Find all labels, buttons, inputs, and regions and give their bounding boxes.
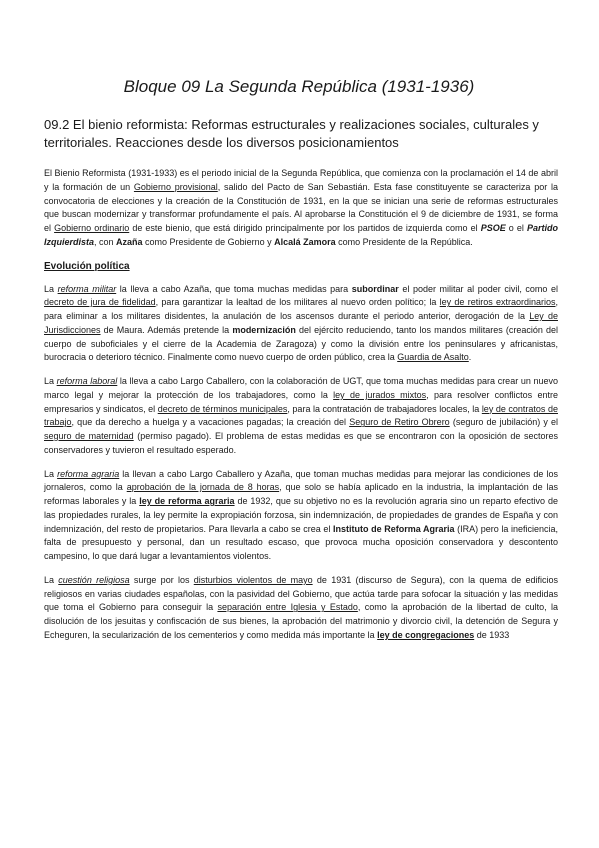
text-run: Ley de Jurisdicciones [44, 311, 558, 335]
paragraph-cuestion-religiosa: La cuestión religiosa surge por los disturbios violentos de mayo de 1931 (discurso de Segura), con la quema de edificios religiosos en varias ciudades españolas, con la pasividad del Gobierno, que actúa tarde para sofocar la situación y las medidas que toma el Gobierno para conseguir la separación entre Iglesia y Estado, como la aprobación de la libertad de culto, la disolución de los jesuitas y confiscación de sus bienes, la aprobación del matrimonio y divorcio civil, la detención de Segura y Echeguren, la secularización de los cementerios y como medida más importante la ley de congregaciones de 1933 [44, 574, 559, 640]
text-run: Guardia de Asalto [397, 352, 469, 363]
text-run: Partido Izquierdista [44, 223, 558, 247]
text-run: cuestión religiosa [58, 574, 130, 585]
text-run: ley de jurados mixtos [333, 389, 427, 400]
text-run: ley de retiros extraordinarios [439, 297, 556, 308]
text-run: decreto de términos municipales [157, 403, 288, 414]
text-run: Instituto de Reforma Agraria [332, 523, 455, 534]
document-page [40, 76, 558, 653]
page-title: Bloque 09 La Segunda República (1931-1936) [123, 77, 475, 96]
text-run: Gobierno ordinario [54, 223, 130, 233]
text-run: Seguro de Retiro Obrero [349, 417, 450, 428]
text-run: Gobierno provisional [133, 181, 218, 192]
text-run: reforma militar [57, 283, 117, 294]
paragraph-reforma-militar: La reforma militar la lleva a cabo Azaña, que toma muchas medidas para subordinar el poder militar al poder civil, como el decreto de jura de fidelidad, para garantizar la lealtad de los militares al nuevo orden político; la ley de retiros extraordinarios, para eliminar a los militares disidentes, la anulación de los ascensos durante el periodo anterior, derogación de la Ley de Jurisdicciones de Maura. Además pretende la modernización del ejército reduciendo, tanto los mandos militares (creación del cuerpo de suboficiales y el cierre de la Academia de Zaragoza) y como la división entre los peninsulares y africanistas, burocracia o deterioro técnico. Finalmente como nuevo cuerpo de orden público, crea la Guardia de Asalto. [44, 283, 559, 363]
text-run: decreto de jura de fidelidad [44, 297, 156, 308]
paragraph-intro: El Bienio Reformista (1931-1933) es el periodo inicial de la Segunda República, que comienza con la proclamación el 14 de abril y la formación de un Gobierno provisional, salido del Pacto de San Sebastián. Esta fase constituyente se caracteriza por la convocatoria de elecciones y la creación de la Constitución de 1931, en la que se inician una serie de reformas estructurales que buscan modernizar y transformar profundamente el país. Al aprobarse la Constitución el 9 de diciembre de 1931, se forma el Gobierno ordinario de este bienio, que está dirigido principalmente por los partidos de izquierda como el PSOE o el Partido Izquierdista, con Azaña como Presidente de Gobierno y Alcalá Zamora como Presidente de la República. [44, 168, 558, 247]
text-run: PSOE [480, 223, 506, 233]
text-run: aprobación de la jornada de 8 horas [126, 482, 280, 493]
text-run: Azaña [116, 236, 143, 247]
text-run: reforma agraria [57, 468, 120, 479]
text-run: ley de contratos de trabajo [44, 403, 558, 428]
section-heading: Evolución política [44, 260, 130, 272]
text-run: seguro de maternidad [44, 431, 134, 441]
text-run: disturbios violentos de mayo [193, 574, 313, 585]
text-run: subordinar [351, 283, 399, 294]
text-run: separación entre Iglesia y Estado [217, 602, 358, 613]
paragraph-reforma-laboral: La reforma laboral la lleva a cabo Largo Caballero, con la colaboración de UGT, que toma muchas medidas para crear un nuevo marco legal y mejorar la protección de los trabajadores, como la ley de jurados mixtos, para resolver conflictos entre empresarios y sindicatos, el decreto de términos municipales, para la contratación de trabajadores locales, la ley de contratos de trabajo, que da derecho a huelga y a vacaciones pagadas; la creación del Seguro de Retiro Obrero (seguro de jubilación) y el seguro de maternidad (permiso pagado). El problema de estas medidas es que se encontraron con la oposición de sectores conservadores y tuvieron el resultado esperado. [44, 376, 559, 455]
text-run: reforma laboral [56, 376, 118, 386]
text-run: ley de reforma agraria [139, 496, 235, 506]
text-run: modernización [232, 324, 296, 335]
text-run: Alcalá Zamora [274, 236, 336, 247]
section-subtitle: 09.2 El bienio reformista: Reformas estructurales y realizaciones sociales, culturales y territoriales. Reacciones desde los diversos posicionamientos [44, 117, 539, 150]
text-run: ley de congregaciones [377, 629, 475, 640]
paragraph-reforma-agraria: La reforma agraria la llevan a cabo Largo Caballero y Azaña, que toman muchas medidas para mejorar las condiciones de los jornaleros, como la aprobación de la jornada de 8 horas, que solo se había aplicado en la industria, la implantación de las reformas laborales y la ley de reforma agraria de 1932, que su objetivo no es la revolución agraria sino un reparto efectivo de las propiedades rurales, la ley permite la expropiación forzosa, sin indemnización, de propiedades de grandes de España y con indemnización, del resto de propietarios. Para llevarla a cabo se crea el Instituto de Reforma Agraria (IRA) pero la ineficiencia, falta de presupuesto y personal, dan un resultado escaso, que provoca mucha oposición conservadora y descontento campesino, lo que dará lugar a levantamientos violentos. [44, 468, 558, 561]
